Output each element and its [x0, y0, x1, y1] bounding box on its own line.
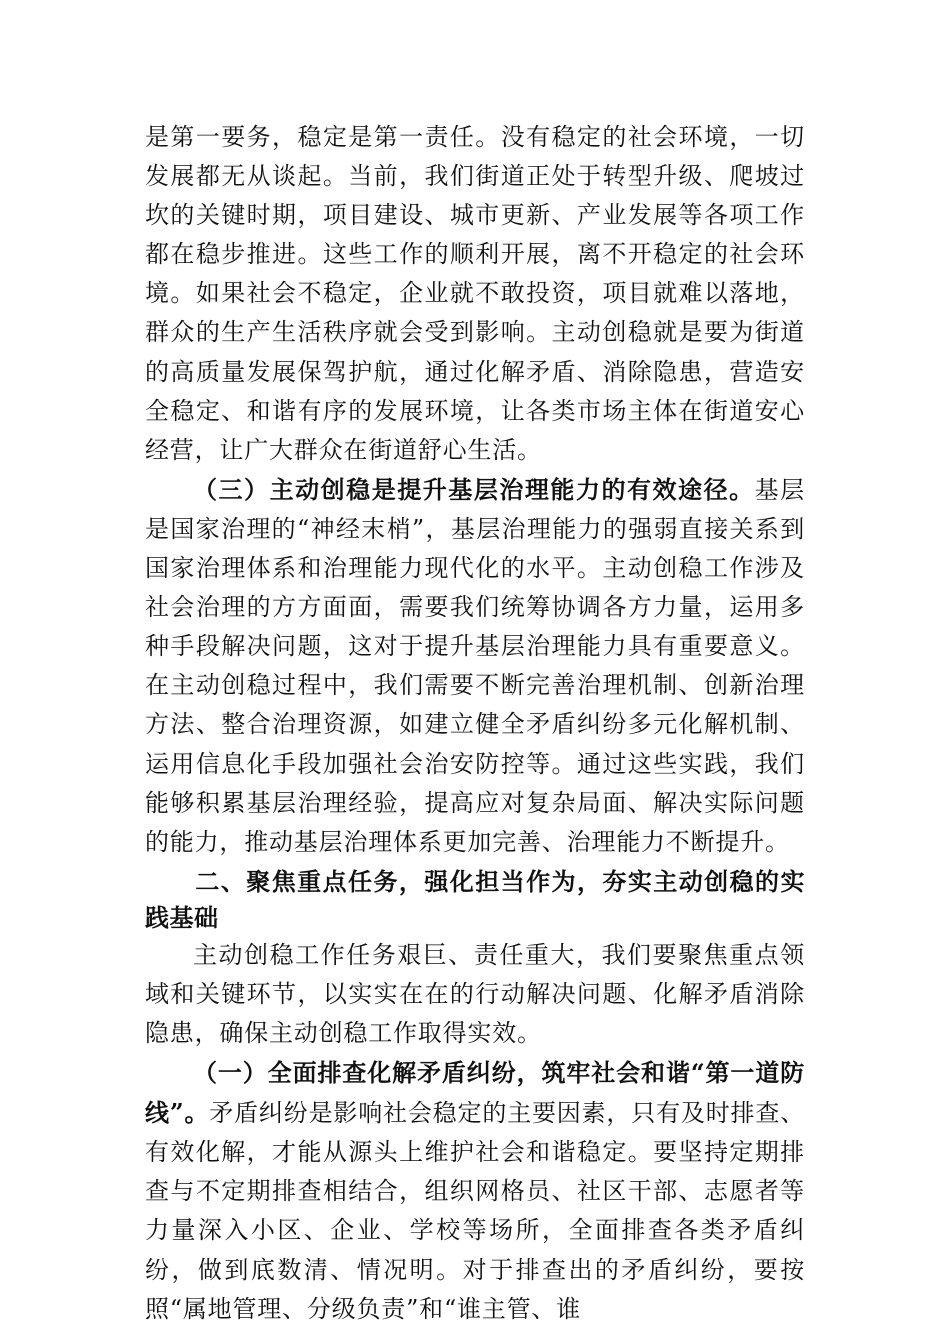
section-heading-2: 二、聚焦重点任务，强化担当作为，夯实主动创稳的实践基础	[145, 867, 805, 932]
paragraph-text: 是第一要务，稳定是第一责任。没有稳定的社会环境，一切发展都无从谈起。当前，我们街道正处于转型升级、爬坡过坎的关键时期，项目建设、城市更新、产业发展等各项工作都在稳步推进。这些工作的顺利开展，离不开稳定的社会环境。如果社会不稳定，企业就不敢投资，项目就难以落地，群众的生产生活秩序就会受到影响。主动创稳就是要为街道的高质量发展保驾护航，通过化解矛盾、消除隐患，营造安全稳定、和谐有序的发展环境，让各类市场主体在街道安心经营，让广大群众在街道舒心生活。	[145, 123, 805, 464]
paragraph-section-3	[145, 470, 805, 862]
paragraph-continued	[145, 118, 805, 470]
document-body	[145, 118, 805, 1329]
paragraph-lead: （一）全面排查化解矛盾纠纷，筑牢社会和谐“第一道防线”。	[145, 1058, 805, 1128]
paragraph-intro	[145, 936, 805, 1053]
paragraph-lead: （三）主动创稳是提升基层治理能力的有效途径。	[193, 474, 755, 504]
paragraph-subsection-1	[145, 1053, 805, 1329]
paragraph-text: 基层是国家治理的“神经末梢”，基层治理能力的强弱直接关系到国家治理体系和治理能力现代化的水平。主动创稳工作涉及社会治理的方方面面，需要我们统筹协调各方力量，运用多种手段解决问题，这对于提升基层治理能力具有重要意义。在主动创稳过程中，我们需要不断完善治理机制、创新治理方法、整合治理资源，如建立健全矛盾纠纷多元化解机制、运用信息化手段加强社会治安防控等。通过这些实践，我们能够积累基层治理经验，提高应对复杂局面、解决实际问题的能力，推动基层治理体系更加完善、治理能力不断提升。	[145, 475, 805, 856]
paragraph-text: 矛盾纠纷是影响社会稳定的主要因素，只有及时排查、有效化解，才能从源头上维护社会和谐稳定。要坚持定期排查与不定期排查相结合，组织网格员、社区干部、志愿者等力量深入小区、企业、学校等场所，全面排查各类矛盾纠纷，做到底数清、情况明。对于排查出的矛盾纠纷，要按照“属地管理、分级负责”和“谁主管、谁	[145, 1099, 805, 1323]
paragraph-text: 主动创稳工作任务艰巨、责任重大，我们要聚焦重点领域和关键环节，以实实在在的行动解决问题、化解矛盾消除隐患，确保主动创稳工作取得实效。	[145, 940, 805, 1047]
